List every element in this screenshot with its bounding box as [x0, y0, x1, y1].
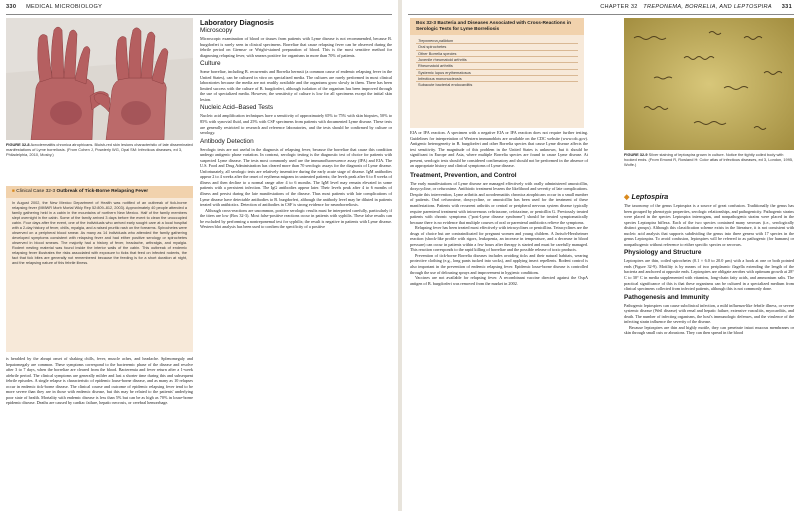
lab-diagnosis-heading: Laboratory Diagnosis: [200, 18, 274, 27]
treatment-paragraph-3: Prevention of tick-borne Borrelia diseases includes avoiding ticks and their natural habitats, wearing protective clothing (e.g., long pants tucked into socks), and applying insect repellents. Rodent control is also important in the prevention of endemic relapsing fever. Epidemic louse-borne disease is controlled through the use of delousing sprays and improvement in hygienic conditions.: [410, 252, 588, 275]
box-label: Box 32-3: [416, 21, 436, 26]
clinical-case-header: [6, 186, 193, 198]
physiology-heading: Physiology and Structure: [624, 249, 702, 257]
treatment-paragraph-2: Relapsing fever has been treated most effectively with tetracyclines or penicillins. Tetracyclines are the drugs of choice but are contraindicated for pregnant women and young children. A Jarisch-Herxheimer reaction (shock-like profile with rigors, leukopenia, an increase in temperature, and a decrease in blood pressure) can occur in patients within a few hours after therapy is started and must be carefully managed. This reaction corresponds to the rapid killing of borreliae and the possible release of toxic products.: [410, 225, 588, 253]
figure-caption-text: Acrodermatitis chronica atrophicans. Bluish-red skin lesions characteristic of late disseminated manifestations of Lyme borreliosis. (From Cohen J, Powderly WG, Opal SM: Infectious diseases, ed 3, Philadelphia, 2010, Mosby.): [6, 142, 193, 157]
page-number: 330: [6, 4, 17, 10]
section-marker-icon: ◆: [624, 192, 630, 201]
treatment-paragraph-1: The early manifestations of Lyme disease are managed effectively with orally administered amoxicillin, doxycycline, or cefuroxime. Antibiotic treatment lessens the likelihood and severity of late complications. Despite this intervention, Lyme arthritis and acrodermatitis chronica atrophicans occur in a small number of patients. Oral cefuroxime, doxycycline, or amoxicillin has been used for the treatment of these manifestations. Patients with recurrent arthritis or central or peripheral nervous system disease typically require parenteral treatment with intravenous ceftriaxone, cefotaxime, or penicillin G. Previously treated patients with chronic symptoms ("post-Lyme disease syndrome") should be treated symptomatically because there is no evidence that multiple courses of oral or parenteral antibiotics relieve the symptoms.: [410, 180, 588, 225]
figure-32-8-caption: [6, 142, 193, 157]
nucleic-acid-heading: Nucleic Acid–Based Tests: [200, 104, 274, 112]
left-col1-bottom: [6, 356, 193, 406]
case-marker-icon: ■: [12, 189, 15, 194]
figure-label: FIGURE 32-9: [624, 152, 648, 157]
right-col1: [410, 130, 588, 286]
culture-paragraph: Some borreliae, including B. recurrentis and Borrelia hermsii (a common cause of endemic relapsing fever in the United States), can be cultured in vitro on specialized media. The cultures are rarely performed in most clinical laboratories because the media are not readily available and the organisms grow slowly in them. There has been limited success with the culture of B. burgdorferi, although isolation of the organism has been improved through the use of specialized media. However, the sensitivity of culture is low for all specimens except the initial skin lesion.: [200, 69, 392, 102]
leptospira-intro-paragraph: The taxonomy of the genus Leptospira is a source of great confusion. Traditionally the genus has been grouped by phenotypic properties, serologic relationships, and pathogenicity. Pathogenic strains were placed in the species Leptospira interrogans, and nonpathogenic strains were placed in the species Leptospira biflexa. Each of the two species contained many serovars (i.e., serologically distinct groups). Although this classification scheme exists in the literature, it is not consistent with nucleic acid analysis that supports subdividing the genus into three genera with 17 species in the genus Leptospira. To avoid confusion, leptospires will be referred to as pathogenic (for humans) or nonpathogenic without reference to either specific species or serovars.: [624, 203, 794, 247]
list-item: Treponema pallidum: [416, 38, 578, 44]
culture-heading: Culture: [200, 60, 221, 68]
chapter-label: CHAPTER 32: [600, 4, 638, 10]
header-rule: [408, 14, 794, 15]
treatment-heading: Treatment, Prevention, and Control: [410, 171, 517, 179]
antibody-paragraph-1: Serologic tests are not useful in the diagnosis of relapsing fever, because the borreliae that cause this condition undergo antigenic phase variation. In contrast, serologic testing is the diagnostic test of choice for patients with suspected Lyme disease. The tests most commonly used are the immunofluorescence assay (IFA) and EIA. The U.S. Food and Drug Administration has cleared more than 70 serologic assays for the diagnosis of Lyme disease. Unfortunately, all serologic tests are relatively insensitive during the early acute stage of disease. IgM antibodies appear 2 to 4 weeks after the onset of erythema migrans in untreated patients; the levels peak after 6 to 8 weeks of illness and then decline to a normal range after 4 to 6 months. The IgM level may remain elevated in some patients with a persistent infection. The IgG antibodies appear later. Their levels peak after 4 to 6 months of illness and persist during the late manifestations of the disease. Thus most patients with late complications of Lyme disease have detectable antibodies to B. burgdorferi, although the antibody level may be diluted in patients treated with antibiotics. Detection of antibodies in CSF is strong evidence for neuroborreliosis.: [200, 146, 392, 208]
figure-hands-photo: [6, 18, 193, 140]
list-item: Rheumatoid arthritis: [416, 63, 578, 69]
left-page: [0, 0, 398, 511]
left-col2: [200, 19, 392, 230]
box-32-3: [410, 18, 584, 128]
chapter-title: TREPONEMA, BORRELIA, AND LEPTOSPIRA: [643, 4, 772, 10]
page-number: 331: [781, 4, 792, 10]
clinical-case-text: In August 2002, the New Mexico Department of Health was notified of an outbreak of tick-borne relapsing fever (MMWR Morb Mortal Wkly Rep 52:809–812, 2003). Approximately 40 people attended a family gathering held in a cabin in the mountains of northern New Mexico. Half of the family members slept overnight in the cabin. Some of the family arrived 3 days before the event to clean the unoccupied cabin. Four days after the event, one of the individuals who arrived early sought care at a local hospital with a 2-day history of fever, chills, myalgia, and a raised pruritic rash on the forearms. Spirochetes were observed on a peripheral blood smear. As many as 14 individuals who attended the family gathering developed symptoms consistent with relapsing fever and had either positive serology or spirochetes observed in blood smears. The majority had a history of fever, headache, arthralgia, and myalgia. Rodent nesting material was found inside the interior walls of the cabin. This outbreak of endemic relapsing fever illustrates the risks associated with exposure to ticks that feed on infected rodents, the fact that tick bites are generally not remembered because the feeding is for a short duration at night, and the relapsing nature of this febrile illness.: [12, 200, 187, 266]
header-rule: [6, 14, 392, 15]
list-item: Subacute bacterial endocarditis: [418, 82, 473, 88]
figure-32-9-caption: [624, 152, 794, 167]
microscopy-paragraph: Microscopic examination of blood or tissues from patients with Lyme disease is not recommended, because B. burgdorferi is rarely seen in clinical specimens. Borreliae that cause relapsing fever can be observed during the febrile period on Giemsa- or Wright-stained preparation of blood. This is the most sensitive method for diagnosing relapsing fever, with smears positive for organisms in more than 70% of patients.: [200, 36, 392, 58]
list-item: Infectious mononucleosis: [416, 76, 578, 82]
nucleic-acid-paragraph: Nucleic acid amplification techniques have a sensitivity of approximately 65% to 75% with skin biopsies, 50% to 85% with synovial fluid, and 25% with CSF specimens from patients with documented Lyme disease. These tests are generally restricted to research and reference laboratories, and the tests should be confirmed by culture or serology.: [200, 113, 392, 136]
microscopy-heading: Microscopy: [200, 27, 233, 34]
hands-illustration: [6, 18, 193, 140]
figure-leptospira-photo: [624, 18, 794, 150]
list-item: Systemic lupus erythematosus: [416, 70, 578, 76]
box-title: Bacteria and Diseases Associated with Cross-Reactions in Serologic Tests for Lyme Borreliosis: [416, 21, 571, 32]
serology-continuation-paragraph: EIA or IFA reaction. A specimen with a negative EIA or IFA reaction does not require further testing. Guidelines for interpretation of Western immunoblots are available on the CDC website (www.cdc.gov). Antigenic heterogeneity in B. burgdorferi and other Borrelia species that cause Lyme disease affects the test sensitivity. The magnitude of this problem in the United States is unknown, but it should be significant in Europe and Asia, where multiple Borrelia species are found to cause Lyme disease. At present, serologic tests should be considered confirmatory and should not be performed in the absence of an appropriate history and clinical symptoms of Lyme disease.: [410, 130, 588, 169]
pathogenesis-heading: Pathogenesis and Immunity: [624, 293, 709, 301]
right-running-head: [600, 4, 792, 14]
clinical-case-box: [6, 186, 193, 352]
clinical-case-title: Outbreak of Tick-Borne Relapsing Fever: [56, 189, 149, 194]
left-running-head: [6, 4, 102, 14]
list-item: Oral spirochetes: [416, 44, 578, 50]
relapsing-fever-paragraph: is heralded by the abrupt onset of shaking chills, fever, muscle aches, and headache. Splenomegaly and hepatomegaly are common. These symptoms correspond to the bacteremic phase of the disease and resolve after 3 to 7 days, when the borreliae are cleared from the blood. Bacteremia and fever return after a 1-week afebrile period. The clinical symptoms are generally milder and last a shorter time during this and subsequent febrile episodes. A single relapse is characteristic of epidemic louse-borne disease, and as many as 10 relapses occur in endemic tick-borne disease. The clinical course and outcome of epidemic relapsing fever tend to be more severe than they are in those with endemic disease, but this may be related to the patients' underlying poor state of health. Mortality with endemic disease is less than 5% but can be as high as 70% in louse-borne epidemic disease. Deaths are caused by cardiac failure, hepatic necrosis, or cerebral hemorrhage.: [6, 356, 193, 406]
clinical-case-label: Clinical Case 32-3: [16, 189, 56, 194]
figure-caption-text: Silver staining of leptospira grown in culture. Notice the tightly coiled body with hooked ends. (From Emond R, Rowland H: Color atlas of infectious diseases, ed 3, London, 1995, Wolfe.): [624, 152, 794, 167]
box-list: [410, 35, 584, 90]
pathogenesis-paragraph-1: Pathogenic leptospires can cause subclinical infection, a mild influenza-like febrile illness, or severe systemic disease (Weil disease) with renal and hepatic failure, extensive vasculitis, myocarditis, and death. The number of infecting organisms, the host's immunologic defenses, and the virulence of the infecting strain influence the severity of the disease.: [624, 302, 794, 325]
right-page: [402, 0, 800, 511]
box-header: [410, 18, 584, 35]
leptospira-heading: ◆ Leptospira: [624, 192, 669, 201]
antibody-paragraph-2: Although cross-reactions are uncommon, positive serologic results must be interpreted carefully, particularly if the titers are low (Box 32-3). Most false-positive reactions occur in patients with syphilis. These false results can be excluded by performing a nontreponemal test for syphilis; the result is negative in patients with Lyme disease. Western blot analysis has been used to confirm the specificity of a positive: [200, 207, 392, 230]
physiology-paragraph: Leptospires are thin, coiled spirochetes (0.1 × 6.0 to 20.0 µm) with a hook at one or both pointed ends (Figure 32-9). Motility is by means of two periplasmic flagella extending the length of the bacteria and anchored at opposite ends. Leptospires are obligate aerobes with optimum growth at 28° C to 30° C in media supplemented with vitamins, long-chain fatty acids, and ammonium salts. The practical significance of this is that these organisms can be cultured in a specialized medium from clinical specimens collected from infected patients, although this is not commonly done.: [624, 258, 794, 292]
pathogenesis-paragraph-2: Because leptospires are thin and highly motile, they can penetrate intact mucous membranes or skin through small cuts or abrasions. They can then spread in the blood: [624, 324, 794, 336]
figure-label: FIGURE 32-8: [6, 142, 30, 147]
antibody-detection-heading: Antibody Detection: [200, 137, 254, 145]
leptospira-micrograph: [624, 18, 794, 150]
treatment-paragraph-4: Vaccines are not available for relapsing fever. A recombinant vaccine directed against the OspA antigen of B. burgdorferi was removed from the market in 2002.: [410, 275, 588, 286]
right-col2: [624, 193, 794, 336]
list-item: Juvenile rheumatoid arthritis: [416, 57, 578, 63]
section-title: MEDICAL MICROBIOLOGY: [26, 4, 103, 10]
list-item: Other Borrelia species: [416, 51, 578, 57]
